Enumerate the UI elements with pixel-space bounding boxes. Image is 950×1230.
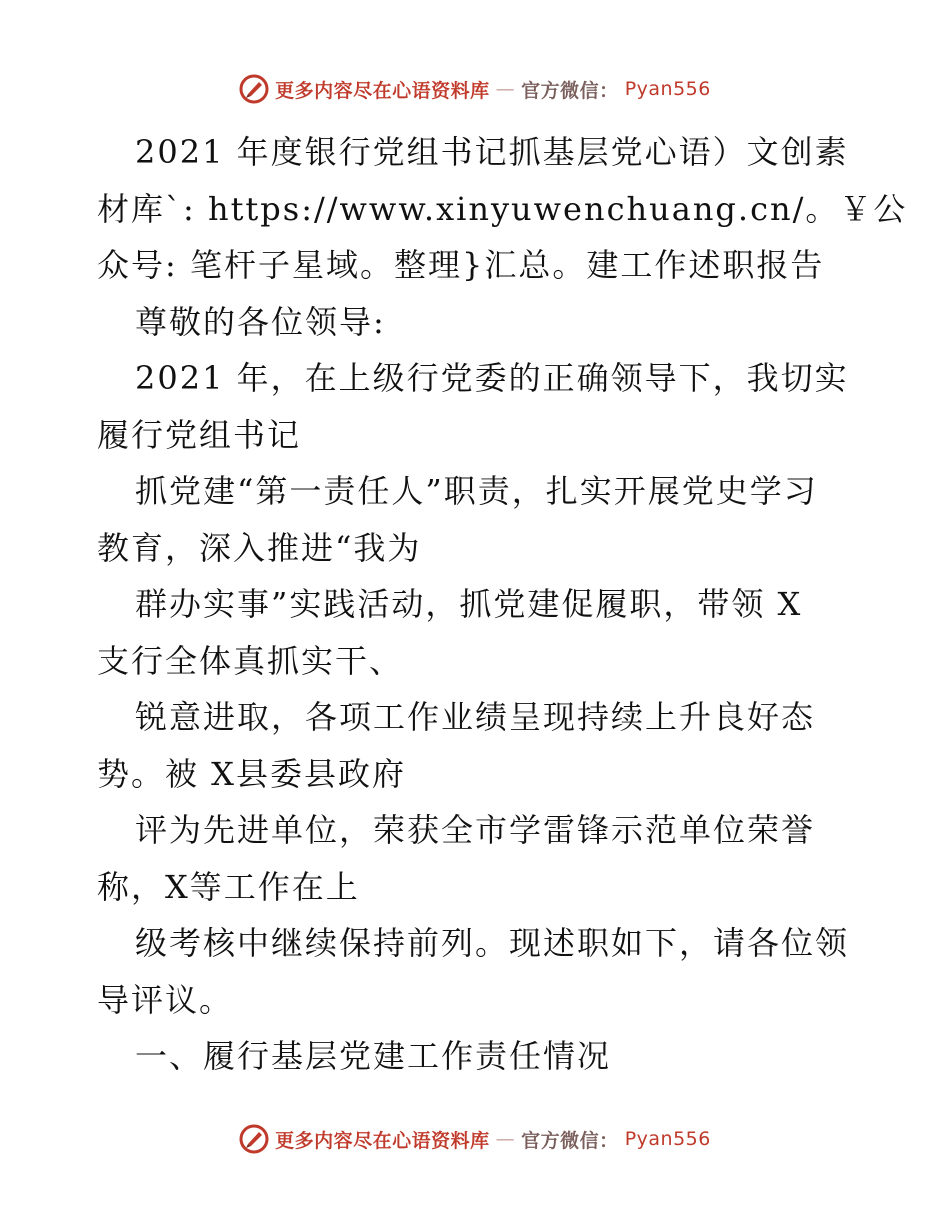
salutation: 尊敬的各位领导: — [135, 302, 386, 341]
text-line: 教育，深入推进“我为 — [97, 528, 422, 567]
banner-dash: — — [495, 78, 516, 100]
text-line: 众号: 笔杆子星域。整理}汇总。建工作述职报告 — [97, 246, 825, 284]
text-line: 锐意进取，各项工作业绩呈现持续上升良好态 — [135, 698, 816, 736]
banner-wechat-id: Pyan556 — [624, 78, 711, 100]
text-line: 群办实事”实践活动，抓党建促履职，带领 X — [135, 585, 803, 623]
text-line: 称，X等工作在上 — [97, 867, 360, 906]
header-banner — [0, 74, 950, 104]
brand-logo-icon — [239, 74, 269, 104]
banner-title: 更多内容尽在心语资料库 — [275, 79, 490, 102]
text-line: 导评议。 — [97, 980, 234, 1019]
banner-wechat-label: 官方微信： — [521, 79, 619, 102]
text-line: 势。被 X县委县政府 — [97, 754, 406, 793]
footer-banner — [0, 1124, 950, 1154]
text-line: 级考核中继续保持前列。现述职如下，请各位领 — [135, 924, 850, 962]
text-line: 材库`: https://www.xinyuwenchuang.cn/。￥公 — [97, 189, 908, 228]
banner-wechat-label: 官方微信： — [521, 1129, 619, 1152]
section-heading: 一、履行基层党建工作责任情况 — [135, 1037, 612, 1075]
text-line: 支行全体真抓实干、 — [97, 641, 404, 680]
banner-title: 更多内容尽在心语资料库 — [275, 1129, 490, 1152]
text-line: 抓党建“第一责任人”职责，扎实开展党史学习 — [135, 472, 818, 510]
banner-wechat-id: Pyan556 — [624, 1128, 711, 1150]
text-line: 履行党组书记 — [97, 415, 302, 454]
text-line: 评为先进单位，荣获全市学雷锋示范单位荣誉 — [135, 811, 816, 849]
text-line: 2021 年度银行党组书记抓基层党心语）文创素 — [135, 133, 849, 171]
text-line: 2021 年，在上级行党委的正确领导下，我切实 — [135, 359, 849, 397]
document-body — [97, 124, 908, 1085]
brand-logo-icon — [239, 1124, 269, 1154]
banner-dash: — — [495, 1128, 516, 1150]
